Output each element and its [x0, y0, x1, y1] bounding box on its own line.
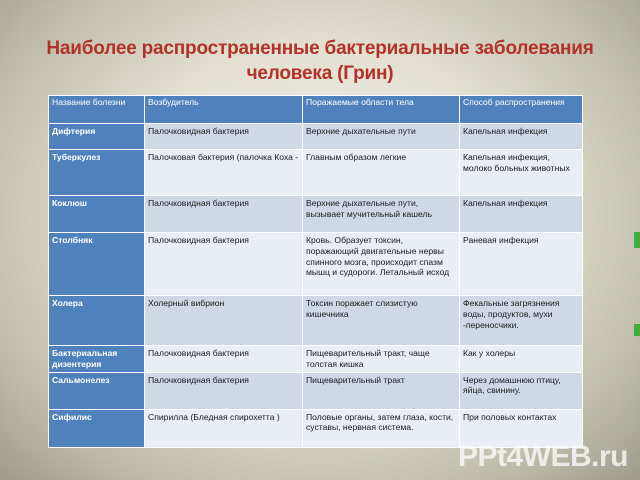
slide-title — [20, 36, 620, 86]
disease-name: Столбняк — [49, 233, 145, 296]
transmission-cell: Капельная инфекция — [460, 124, 583, 150]
disease-name: Холера — [49, 296, 145, 346]
column-header-transmission: Способ распространения — [460, 96, 583, 124]
disease-name: Дифтерия — [49, 124, 145, 150]
pathogen-cell: Палочковидная бактерия — [145, 372, 303, 409]
pathogen-cell: Спирилла (Бледная спирохетта ) — [145, 409, 303, 447]
slide-title-line-2: человека (Грин) — [246, 63, 394, 84]
affected-areas-cell: Главным образом легкие — [303, 150, 460, 196]
transmission-cell: Как у холеры — [460, 346, 583, 373]
pathogen-cell: Палочковая бактерия (палочка Коха - — [145, 150, 303, 196]
table-row — [49, 346, 583, 373]
pathogen-cell: Палочковидная бактерия — [145, 233, 303, 296]
edge-marker — [634, 324, 640, 336]
disease-name: Сифилис — [49, 409, 145, 447]
pathogen-cell: Палочковидная бактерия — [145, 124, 303, 150]
transmission-cell: Через домашнюю птицу, яйца, свинину. — [460, 372, 583, 409]
affected-areas-cell: Половые органы, затем глаза, кости, суставы, нервная система. — [303, 409, 460, 447]
transmission-cell: Раневая инфекция — [460, 233, 583, 296]
disease-name: Бактериальная дизентерия — [49, 346, 145, 373]
slide-title-line-1: Наиболее распространенные бактериальные заболевания — [46, 38, 594, 59]
affected-areas-cell: Верхние дыхательные пути, вызывает мучительный кашель — [303, 196, 460, 233]
table-row — [49, 372, 583, 409]
column-header-disease: Название болезни — [49, 96, 145, 124]
diseases-table — [48, 95, 583, 448]
table-header-row — [49, 96, 583, 124]
disease-name: Сальмонелез — [49, 372, 145, 409]
column-header-affected-areas: Поражаемые области тела — [303, 96, 460, 124]
transmission-cell: Капельная инфекция, молоко больных животных — [460, 150, 583, 196]
site-watermark: PPt4WEB.ru — [457, 440, 628, 473]
affected-areas-cell: Кровь. Образует токсин, поражающий двигательные нервы спинного мозга, происходит спазм мышц и судороги. Летальный исход — [303, 233, 460, 296]
table-row — [49, 124, 583, 150]
table-row — [49, 233, 583, 296]
disease-name: Коклюш — [49, 196, 145, 233]
affected-areas-cell: Верхние дыхательные пути — [303, 124, 460, 150]
column-header-pathogen: Возбудитель — [145, 96, 303, 124]
affected-areas-cell: Токсин поражает слизистую кишечника — [303, 296, 460, 346]
affected-areas-cell: Пищеварительный тракт, чаще толстая кишка — [303, 346, 460, 373]
table-row — [49, 196, 583, 233]
pathogen-cell: Палочковидная бактерия — [145, 346, 303, 373]
transmission-cell: При половых контактах — [460, 409, 583, 447]
pathogen-cell: Холерный вибрион — [145, 296, 303, 346]
transmission-cell: Капельная инфекция — [460, 196, 583, 233]
table-row — [49, 150, 583, 196]
affected-areas-cell: Пищеварительный тракт — [303, 372, 460, 409]
table-row — [49, 296, 583, 346]
pathogen-cell: Палочковидная бактерия — [145, 196, 303, 233]
disease-name: Туберкулез — [49, 150, 145, 196]
transmission-cell: Фекальные загрязнения воды, продуктов, мухи -переносчики. — [460, 296, 583, 346]
edge-marker — [634, 232, 640, 248]
